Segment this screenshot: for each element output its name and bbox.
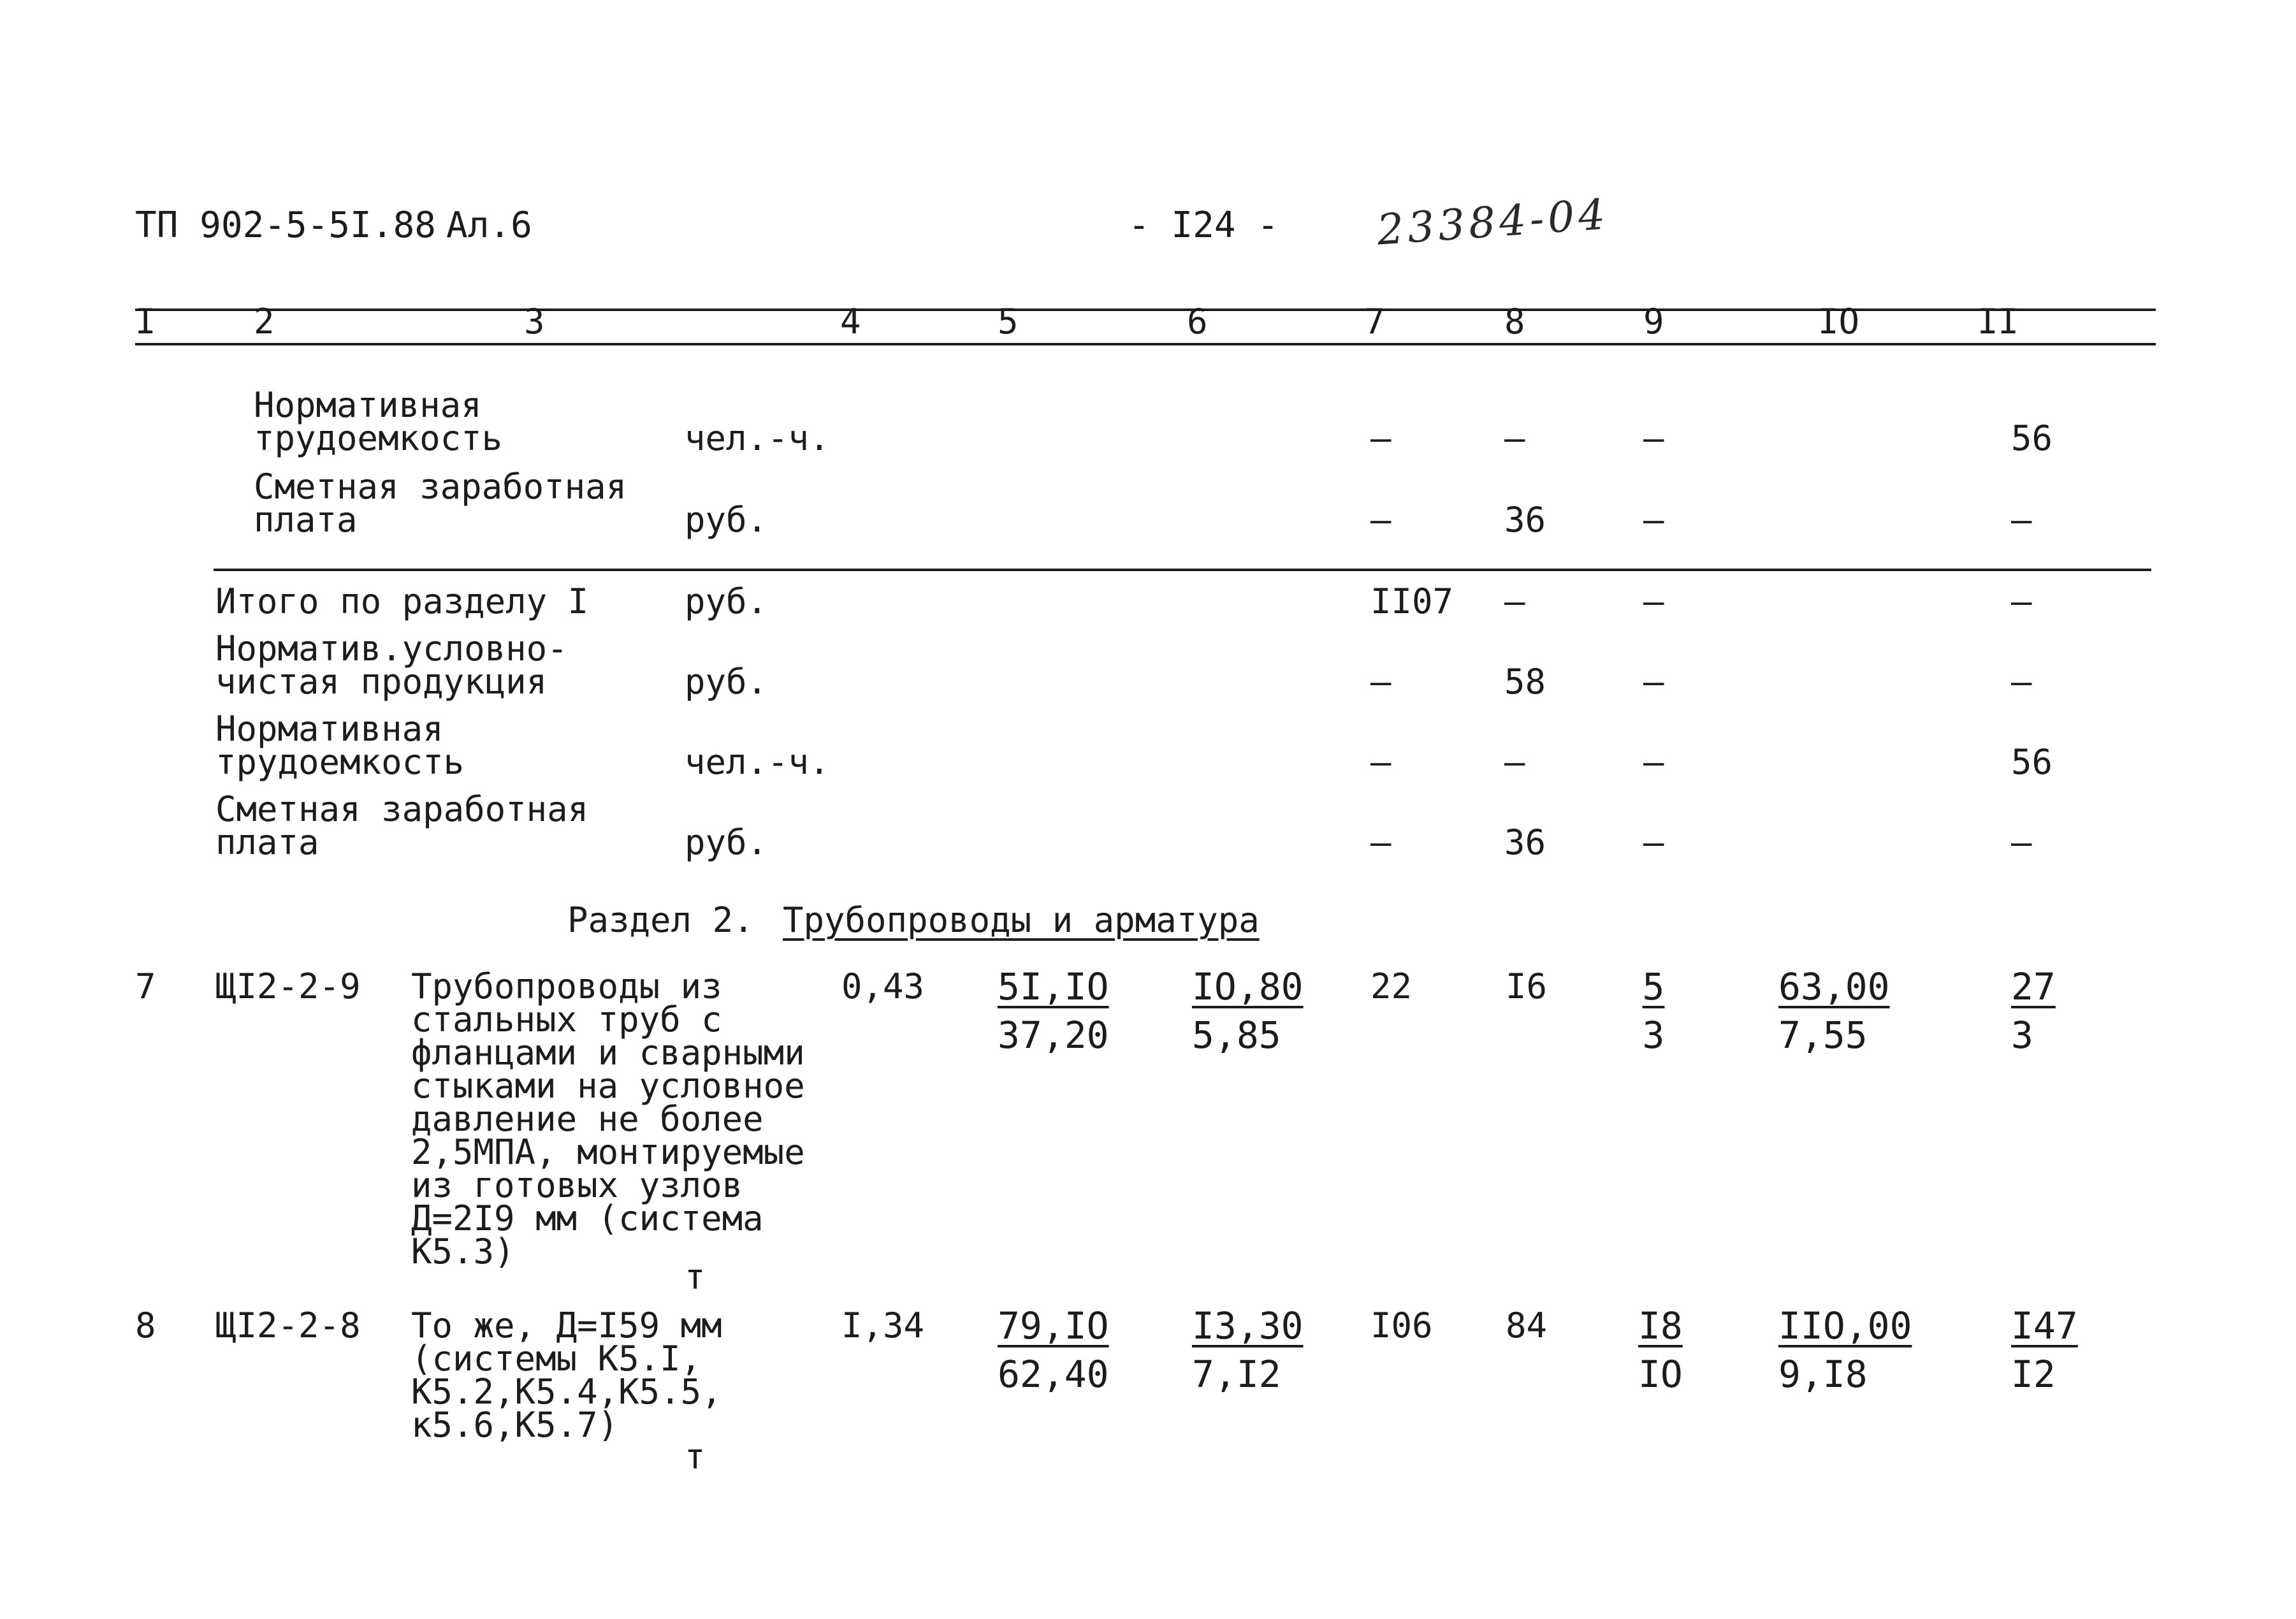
page-number: - I24 - (1128, 205, 1279, 246)
row-8-description: То же, Д=I59 мм (системы К5.I, К5.2,К5.4,К5.5, к5.6,К5.7) (411, 1305, 722, 1445)
net-production-unit: руб. (685, 662, 768, 702)
labor-intensity-label: Нормативная трудоемкость (254, 385, 503, 458)
section-total-label: Итого по разделу I (215, 581, 589, 621)
column-number-9: 9 (1643, 301, 1664, 342)
column-number-7: 7 (1364, 301, 1385, 342)
section-2-title: Трубопроводы и арматура (783, 900, 1260, 940)
row-7-number: 7 (135, 966, 156, 1006)
document-reference: ТП 902-5-5I.88 (135, 205, 437, 246)
row-7-col8: I6 (1506, 966, 1548, 1006)
net-production-col8: 58 (1504, 662, 1546, 702)
row-7-col10: $\frac{63,00}{7,55}$ (1778, 965, 1890, 1057)
row-7-col7: 22 (1370, 966, 1413, 1006)
section-total-rule (214, 569, 2151, 571)
row-8-unit: т (685, 1437, 706, 1477)
row-7-col11: $\frac{27}{3}$ (2011, 965, 2056, 1057)
net-production-col11: – (2011, 662, 2032, 702)
album-number: Ал.6 (446, 205, 532, 246)
row-8-code: ЩI2-2-8 (215, 1305, 361, 1346)
total-labor-intensity-label: Нормативная трудоемкость (215, 709, 465, 782)
estimated-wage-unit: руб. (685, 500, 768, 540)
estimated-wage-col7: – (1370, 500, 1391, 540)
column-number-5: 5 (998, 301, 1019, 342)
column-number-11: II (1977, 301, 2019, 342)
section-total-col8: – (1504, 581, 1525, 621)
row-7-code: ЩI2-2-9 (215, 966, 361, 1006)
row-8-number: 8 (135, 1305, 156, 1346)
net-production-label: Норматив.условно- чистая продукция (215, 628, 568, 702)
section-2-label: Раздел 2. (567, 900, 754, 940)
row-8-col9: $\frac{I8}{IO}$ (1638, 1304, 1683, 1396)
total-estimated-wage-col8: 36 (1504, 822, 1546, 862)
row-7-col5: $\frac{5I,IO}{37,20}$ (998, 965, 1109, 1057)
row-8-col10: IIO,00 9,I8 (1778, 1304, 1912, 1396)
row-8-col8: 84 (1506, 1305, 1548, 1346)
section-total-col7: II07 (1370, 581, 1454, 621)
total-labor-intensity-col7: – (1370, 742, 1391, 782)
estimated-wage-col8: 36 (1504, 500, 1546, 540)
row-7-col6: $\frac{IO,80}{5,85}$ (1192, 965, 1304, 1057)
estimated-wage-label: Сметная заработная плата (254, 467, 627, 540)
row-7-description: Трубопроводы из стальных труб с фланцами и сварными стыками на условное давление не более 2,5МПА, монтируемые из готовых узлов Д=2I9 мм (система К5.3) (411, 966, 805, 1272)
column-number-10: IO (1818, 301, 1860, 342)
labor-intensity-col11: 56 (2011, 418, 2053, 458)
row-7-unit: т (685, 1257, 706, 1297)
total-estimated-wage-col7: – (1370, 822, 1391, 862)
row-8-col7: I06 (1370, 1305, 1433, 1346)
labor-intensity-unit: чел.-ч. (685, 418, 830, 458)
total-estimated-wage-col9: – (1643, 822, 1664, 862)
row-8-quantity: I,34 (841, 1305, 925, 1346)
column-number-4: 4 (840, 301, 861, 342)
labor-intensity-col9: – (1643, 418, 1664, 458)
header-bottom-rule (135, 343, 2156, 345)
total-estimated-wage-unit: руб. (685, 822, 768, 862)
labor-intensity-col7: – (1370, 418, 1391, 458)
total-estimated-wage-label: Сметная заработная плата (215, 789, 589, 862)
column-number-1: I (135, 301, 156, 342)
net-production-col7: – (1370, 662, 1391, 702)
row-8-col5: $\frac{79,IO}{62,40}$ (998, 1304, 1109, 1396)
column-number-6: 6 (1187, 301, 1208, 342)
estimated-wage-col9: – (1643, 500, 1664, 540)
row-7-quantity: 0,43 (841, 966, 925, 1006)
total-labor-intensity-unit: чел.-ч. (685, 742, 830, 782)
total-estimated-wage-col11: – (2011, 822, 2032, 862)
column-number-2: 2 (254, 301, 275, 342)
handwritten-inventory-number: 23384-04 (1375, 189, 1611, 255)
column-number-3: 3 (524, 301, 545, 342)
total-labor-intensity-col8: – (1504, 742, 1525, 782)
section-total-col9: – (1643, 581, 1664, 621)
estimated-wage-col11: – (2011, 500, 2032, 540)
net-production-col9: – (1643, 662, 1664, 702)
labor-intensity-col8: – (1504, 418, 1525, 458)
column-number-8: 8 (1504, 301, 1525, 342)
section-total-col11: – (2011, 581, 2032, 621)
row-8-col6: $\frac{I3,30}{7,I2}$ (1192, 1304, 1304, 1396)
row-8-col11: $\frac{I47}{I2}$ (2011, 1304, 2078, 1396)
total-labor-intensity-col9: – (1643, 742, 1664, 782)
section-total-unit: руб. (685, 581, 768, 621)
total-labor-intensity-col11: 56 (2011, 742, 2053, 782)
row-7-col9: $\frac{5}{3}$ (1642, 965, 1665, 1057)
